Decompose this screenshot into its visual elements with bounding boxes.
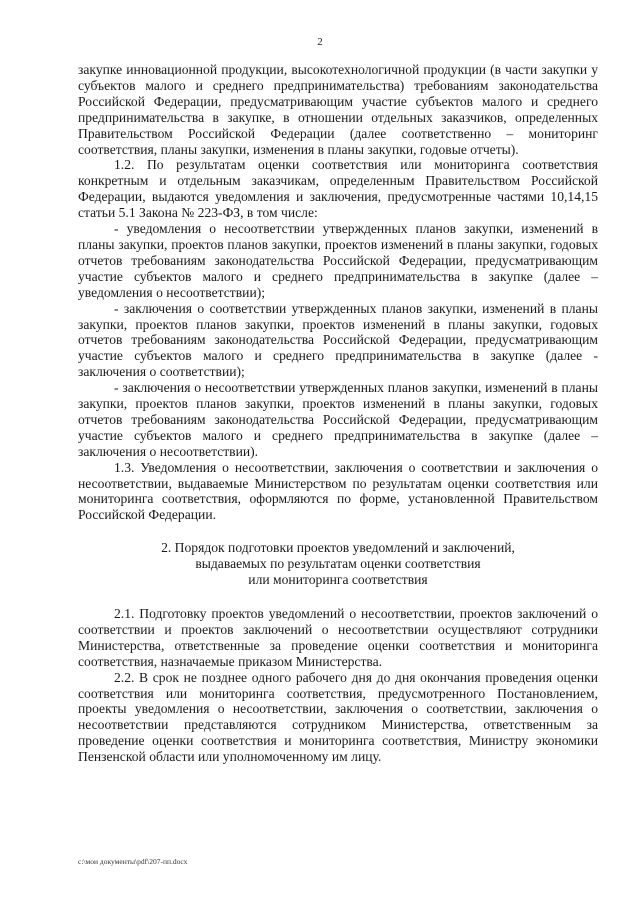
- section-heading-line-1: 2. Порядок подготовки проектов уведомлений и заключений,: [161, 540, 515, 556]
- paragraph-1-3: 1.3. Уведомления о несоответствии, заключения о соответствии и заключения о несоответствии, выдаваемые Министерством по результатам оценки соответствия или мониторинга соответствия, оформляются по форме, установленной Правительством Российской Федерации.: [78, 459, 598, 523]
- list-item-conclusions-noncompliance: - заключения о несоответствии утвержденных планов закупки, изменений в планы закупки, проектов планов закупки, проектов изменений в планы закупки, годовых отчетов требованиям законодательства Российской Федерации, предусматривающим участие субъектов малого и среднего предпринимательства в закупке (далее – заключения о несоответствии).: [78, 380, 598, 459]
- paragraph-continuation: закупке инновационной продукции, высокотехнологичной продукции (в части закупки у субъектов малого и среднего предпринимательства) требованиям законодательства Российской Федерации, предусматривающим участие субъектов малого и среднего предпринимательства в закупке, в отношении отдельных заказчиков, определенных Правительством Российской Федерации (далее соответственно – мониторинг соответствия, планы закупки, изменения в планы закупки, годовые отчеты).: [78, 62, 598, 157]
- list-item-conclusions-compliance: - заключения о соответствии утвержденных планов закупки, изменений в планы закупки, проектов планов закупки, проектов изменений в планы закупки, годовых отчетов требованиям законодательства Российской Федерации, предусматривающим участие субъектов малого и среднего предпринимательства в закупке (далее - заключения о соответствии);: [78, 300, 598, 380]
- section-heading-line-3: или мониторинга соответствия: [248, 572, 428, 588]
- section-heading: [78, 540, 598, 588]
- page-number: 2: [317, 36, 323, 48]
- paragraph-2-2: 2.2. В срок не позднее одного рабочего дня до дня окончания проведения оценки соответствия или мониторинга соответствия, предусмотренного Постановлением, проекты уведомления о несоответствии, заключения о соответствии, заключения о несоответствии представляются сотрудником Министерства, ответственным за проведение оценки соответствия и мониторинга соответствия, Министру экономики Пензенской области или уполномоченному им лицу.: [78, 669, 598, 765]
- paragraph-2-1: 2.1. Подготовку проектов уведомлений о несоответствии, проектов заключений о соответствии и проектов заключений о несоответствии осуществляют сотрудники Министерства, ответственные за проведение оценки соответствия и мониторинга соответствия, назначаемые приказом Министерства.: [78, 606, 598, 669]
- paragraph-1-2: 1.2. По результатам оценки соответствия или мониторинга соответствия конкретным и отдельным заказчикам, определенным Правительством Российской Федерации, выдаются уведомления и заключения, предусмотренные частями 10,14,15 статьи 5.1 Закона № 223-ФЗ, в том числе:: [78, 157, 598, 221]
- footer-file-path: c:\мои документы\pdf\207-пп.docx: [78, 857, 188, 866]
- list-item-notices-noncompliance: - уведомления о несоответствии утвержденных планов закупки, изменений в планы закупки, проектов планов закупки, проектов изменений в планы закупки, годовых отчетов требованиям законодательства Российской Федерации, предусматривающим участие субъектов малого и среднего предпринимательства в закупке (далее – уведомления о несоответствии);: [78, 221, 598, 300]
- document-body: [78, 62, 598, 765]
- section-heading-line-2: выдаваемых по результатам оценки соответствия: [195, 556, 481, 572]
